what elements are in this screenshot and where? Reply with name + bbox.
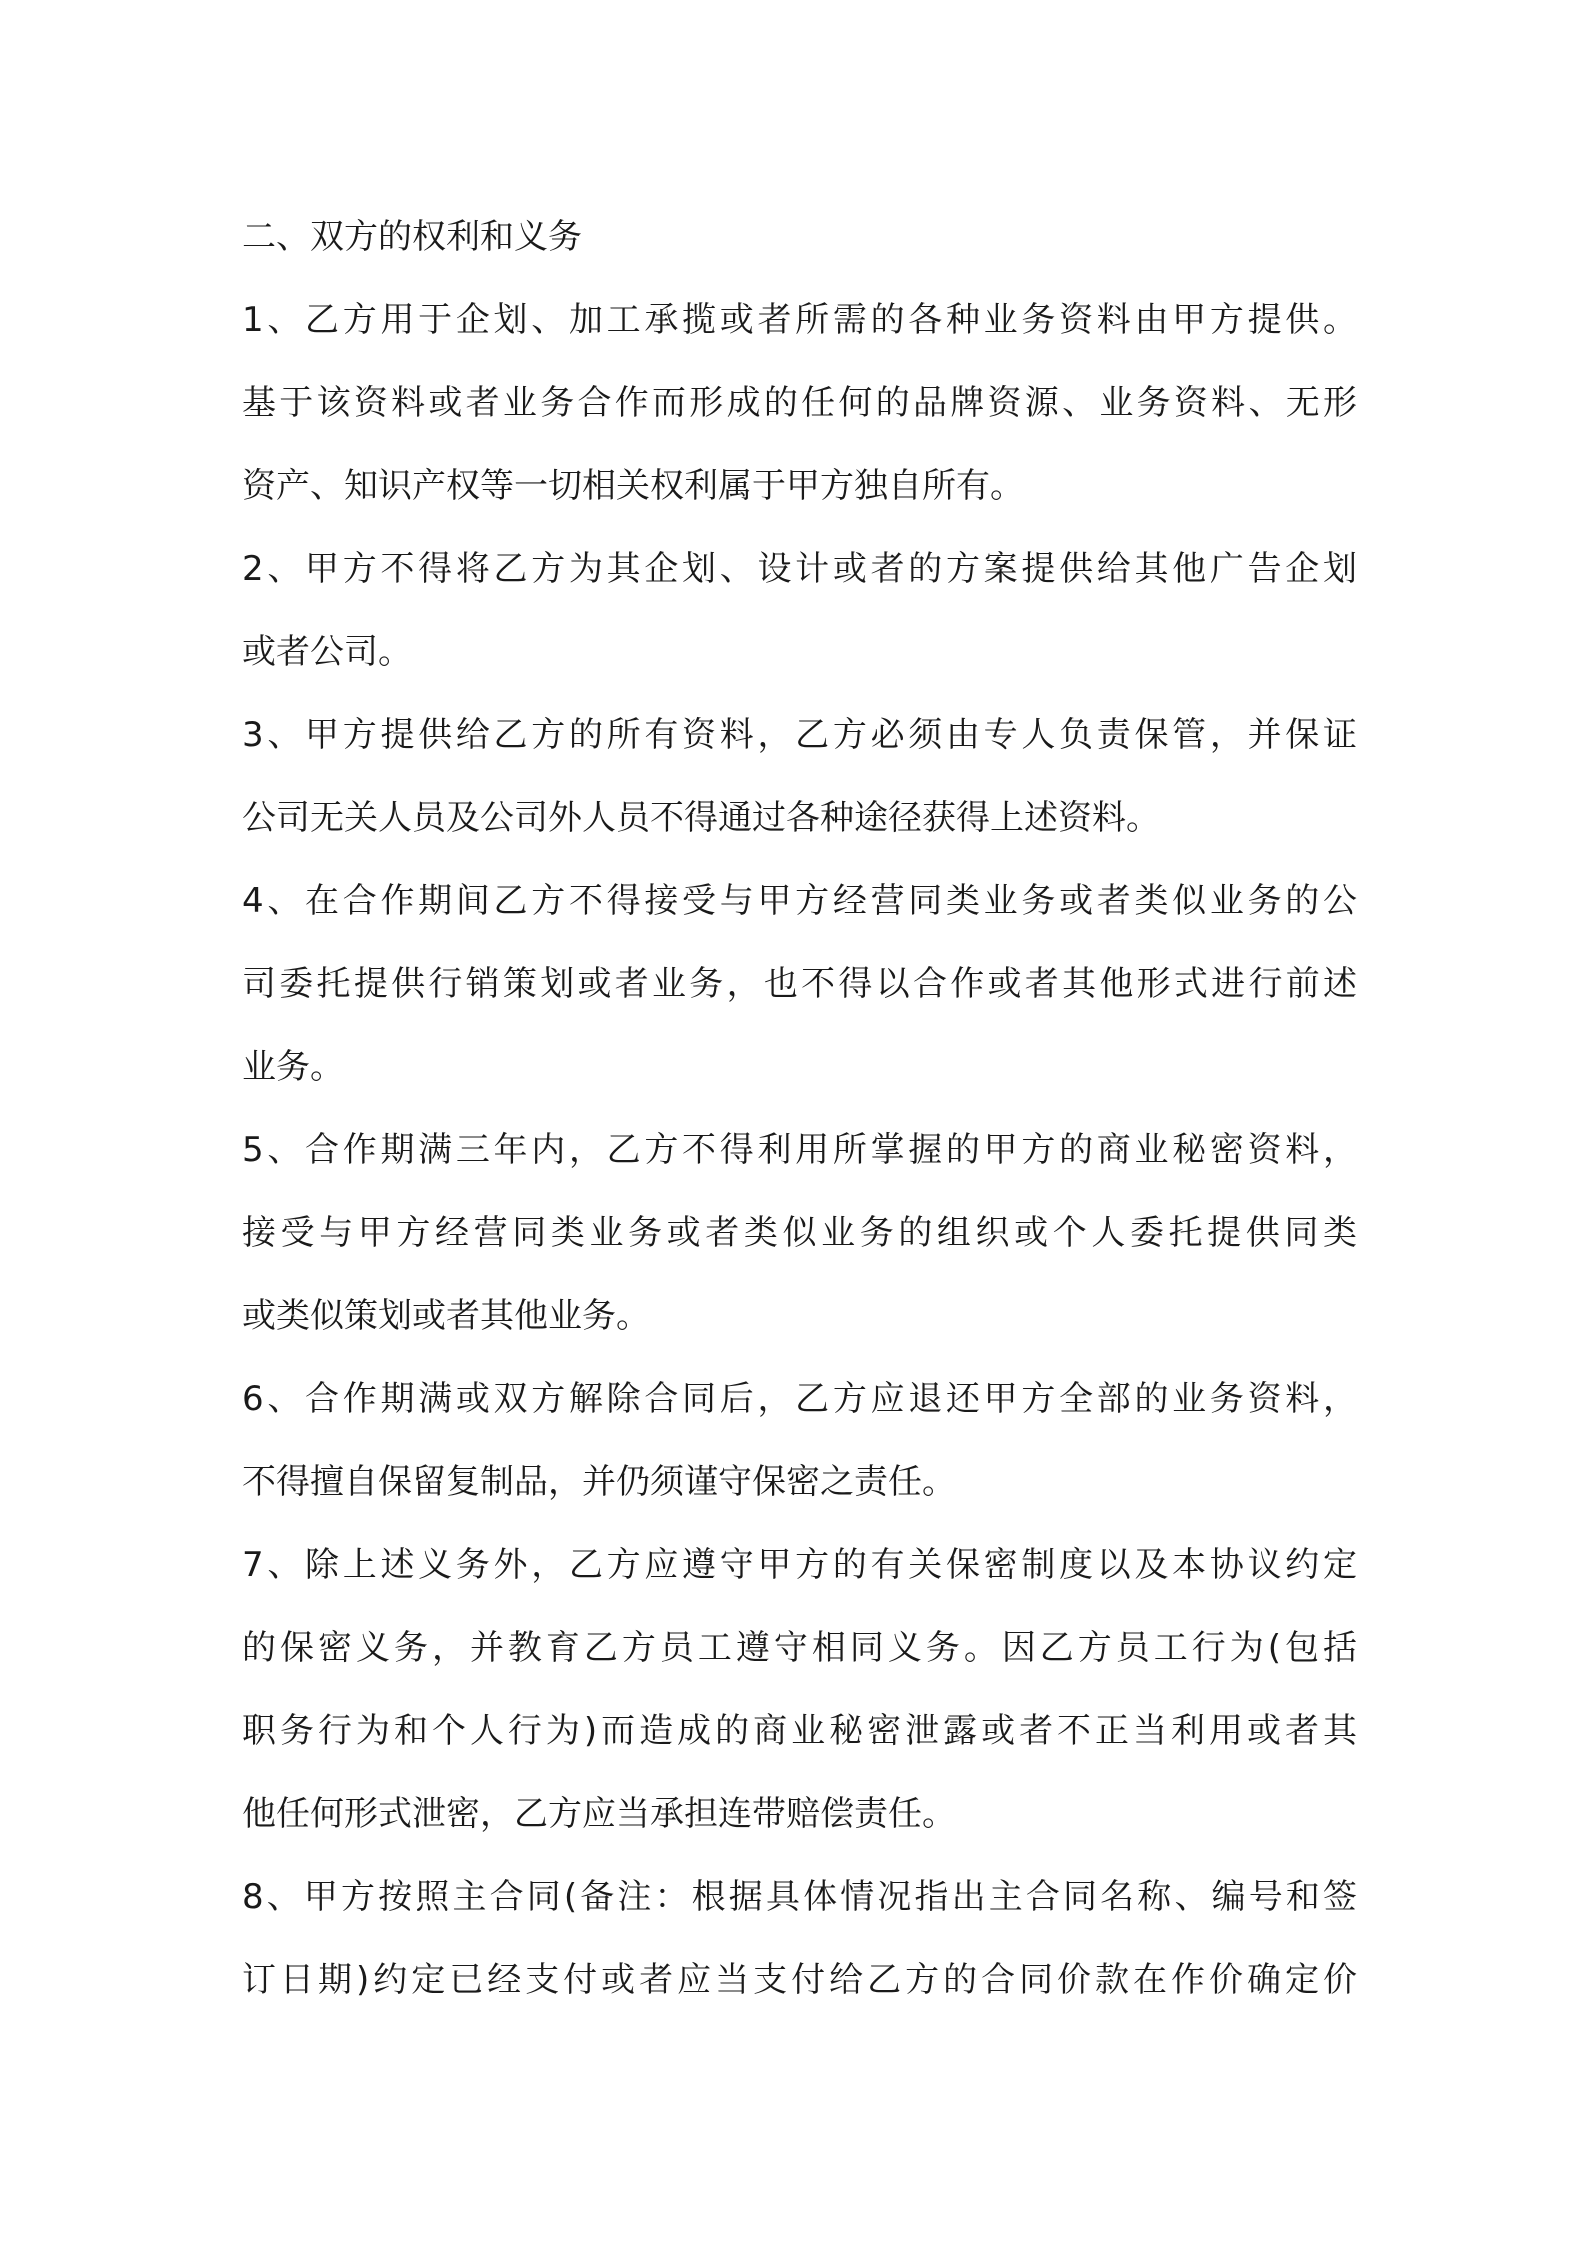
clause-1 [242,279,1357,528]
clause-4 [242,860,1357,1109]
clause-line: 资产、知识产权等一切相关权利属于甲方独自所有。 [242,466,1024,506]
clause-line: 不得擅自保留复制品，并仍须谨守保密之责任。 [242,1462,956,1502]
clause-2 [242,528,1357,694]
clause-line: 他任何形式泄密，乙方应当承担连带赔偿责任。 [242,1794,956,1834]
clause-7 [242,1524,1357,1856]
clause-line: 基于该资料或者业务合作而形成的任何的品牌资源、业务资料、无形 [242,383,1357,423]
clause-line: 职务行为和个人行为)而造成的商业秘密泄露或者不正当利用或者其 [242,1711,1357,1751]
clause-5 [242,1109,1357,1358]
clause-8 [242,1856,1357,2022]
clause-line: 接受与甲方经营同类业务或者类似业务的组织或个人委托提供同类 [242,1213,1357,1253]
document-page [242,196,1357,2022]
clause-6 [242,1358,1357,1524]
clause-3 [242,694,1357,860]
clause-line: 1、乙方用于企划、加工承揽或者所需的各种业务资料由甲方提供。 [242,300,1357,340]
clause-line: 2、甲方不得将乙方为其企划、设计或者的方案提供给其他广告企划 [242,549,1357,589]
clause-line: 的保密义务，并教育乙方员工遵守相同义务。因乙方员工行为(包括 [242,1628,1357,1668]
clause-line: 5、合作期满三年内，乙方不得利用所掌握的甲方的商业秘密资料， [242,1130,1357,1170]
clause-line: 4、在合作期间乙方不得接受与甲方经营同类业务或者类似业务的公 [242,881,1357,921]
clause-line: 或类似策划或者其他业务。 [242,1296,650,1336]
clause-line: 司委托提供行销策划或者业务，也不得以合作或者其他形式进行前述 [242,964,1357,1004]
clause-line: 业务。 [242,1047,344,1087]
clause-line: 3、甲方提供给乙方的所有资料，乙方必须由专人负责保管，并保证 [242,715,1357,755]
clause-line: 6、合作期满或双方解除合同后，乙方应退还甲方全部的业务资料， [242,1379,1357,1419]
clause-line: 或者公司。 [242,632,412,672]
clause-line: 公司无关人员及公司外人员不得通过各种途径获得上述资料。 [242,798,1160,838]
clause-line: 订日期)约定已经支付或者应当支付给乙方的合同价款在作价确定价 [242,1960,1357,2000]
clause-line: 8、甲方按照主合同(备注：根据具体情况指出主合同名称、编号和签 [242,1877,1357,1917]
clause-line: 7、除上述义务外，乙方应遵守甲方的有关保密制度以及本协议约定 [242,1545,1357,1585]
section-heading: 二、双方的权利和义务 [242,217,582,257]
